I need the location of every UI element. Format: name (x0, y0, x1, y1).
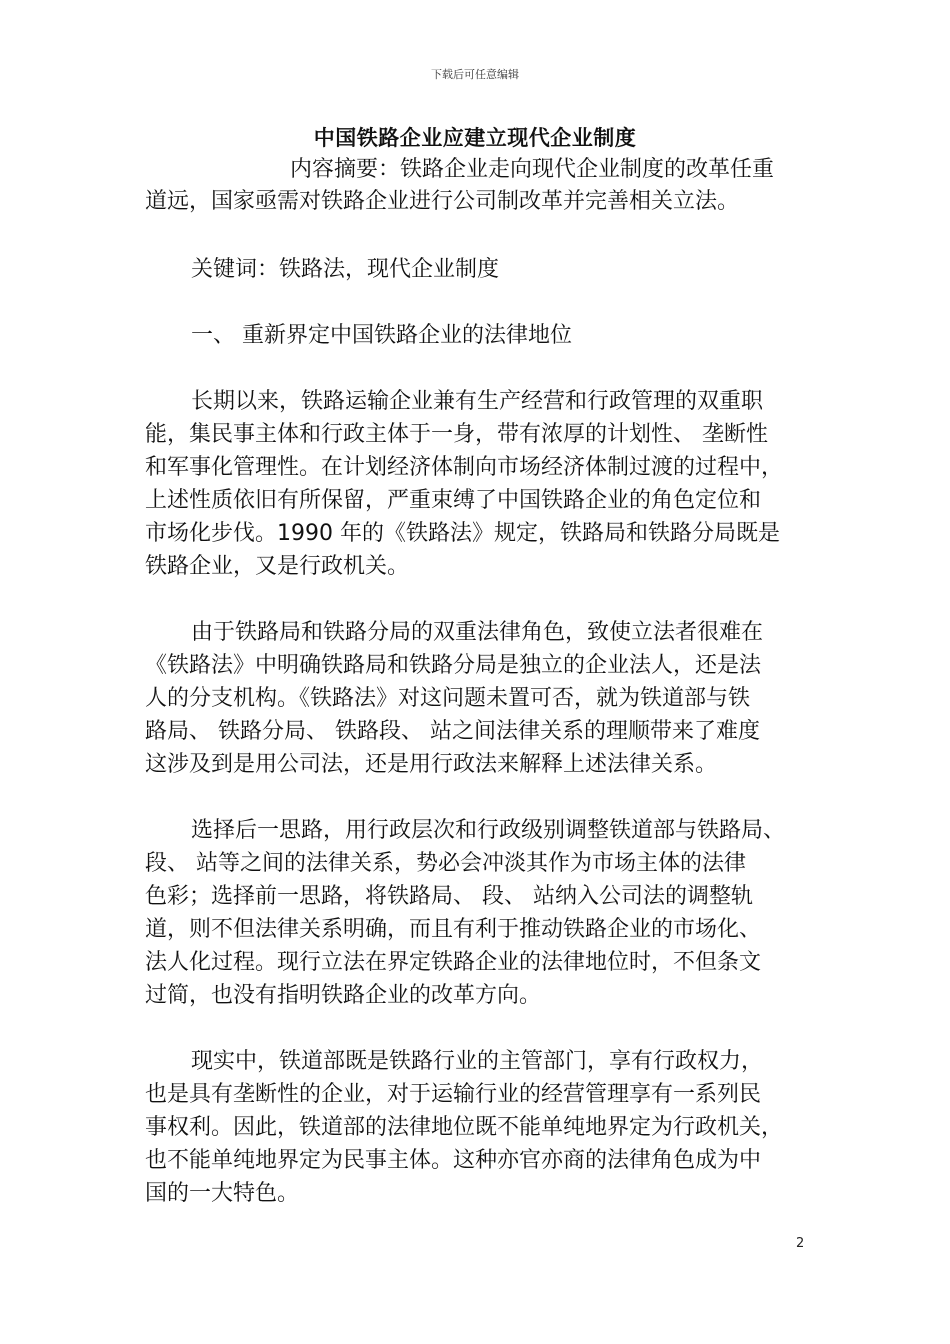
paragraph-line: 法人化过程。现行立法在界定铁路企业的法律地位时，不但条文 (145, 950, 762, 975)
abstract-line: 道远，国家亟需对铁路企业进行公司制改革并完善相关立法。 (145, 189, 740, 214)
paragraph-line: 和军事化管理性。在计划经济体制向市场经济体制过渡的过程中， (145, 455, 784, 480)
paragraph-line: 这涉及到是用公司法，还是用行政法来解释上述法律关系。 (145, 752, 718, 777)
paragraph-line: 《铁路法》中明确铁路局和铁路分局是独立的企业法人，还是法 (145, 653, 762, 678)
paragraph-line: 事权利。因此，铁道部的法律地位既不能单纯地界定为行政机关， (145, 1115, 784, 1140)
paragraph-line: 上述性质依旧有所保留，严重束缚了中国铁路企业的角色定位和 (145, 488, 762, 513)
paragraph-line: 市场化步伐。1990 年的《铁路法》规定，铁路局和铁路分局既是 (145, 521, 780, 546)
abstract-line: 内容摘要：铁路企业走向现代企业制度的改革任重 (290, 157, 775, 182)
paragraph-line: 过简，也没有指明铁路企业的改革方向。 (145, 983, 542, 1008)
paragraph-line: 道，则不但法律关系明确，而且有利于推动铁路企业的市场化、 (145, 917, 762, 942)
paragraph-line: 色彩；选择前一思路，将铁路局、 段、 站纳入公司法的调整轨 (145, 884, 753, 909)
paragraph-line: 选择后一思路，用行政层次和行政级别调整铁道部与铁路局、 (191, 818, 786, 843)
keywords: 关键词：铁路法，现代企业制度 (191, 257, 500, 282)
paragraph-line: 长期以来，铁路运输企业兼有生产经营和行政管理的双重职 (191, 389, 764, 414)
document-title: 中国铁路企业应建立现代企业制度 (313, 126, 637, 150)
paragraph-line: 也是具有垄断性的企业，对于运输行业的经营管理享有一系列民 (145, 1082, 762, 1107)
section-heading: 一、 重新界定中国铁路企业的法律地位 (191, 323, 572, 348)
page-number: 2 (796, 1236, 805, 1251)
paragraph-line: 能，集民事主体和行政主体于一身，带有浓厚的计划性、 垄断性 (145, 422, 768, 447)
paragraph-line: 路局、 铁路分局、 铁路段、 站之间法律关系的理顺带来了难度 (145, 719, 760, 744)
paragraph-line: 人的分支机构。《铁路法》对这问题未置可否，就为铁道部与铁 (145, 686, 751, 711)
paragraph-line: 也不能单纯地界定为民事主体。这种亦官亦商的法律角色成为中 (145, 1148, 762, 1173)
header-note: 下载后可任意编辑 (431, 68, 519, 81)
paragraph-line: 由于铁路局和铁路分局的双重法律角色，致使立法者很难在 (191, 620, 764, 645)
paragraph-line: 国的一大特色。 (145, 1181, 300, 1206)
paragraph-line: 现实中，铁道部既是铁路行业的主管部门，享有行政权力， (191, 1049, 764, 1074)
paragraph-line: 段、 站等之间的法律关系，势必会冲淡其作为市场主体的法律 (145, 851, 746, 876)
paragraph-line: 铁路企业，又是行政机关。 (145, 554, 410, 579)
